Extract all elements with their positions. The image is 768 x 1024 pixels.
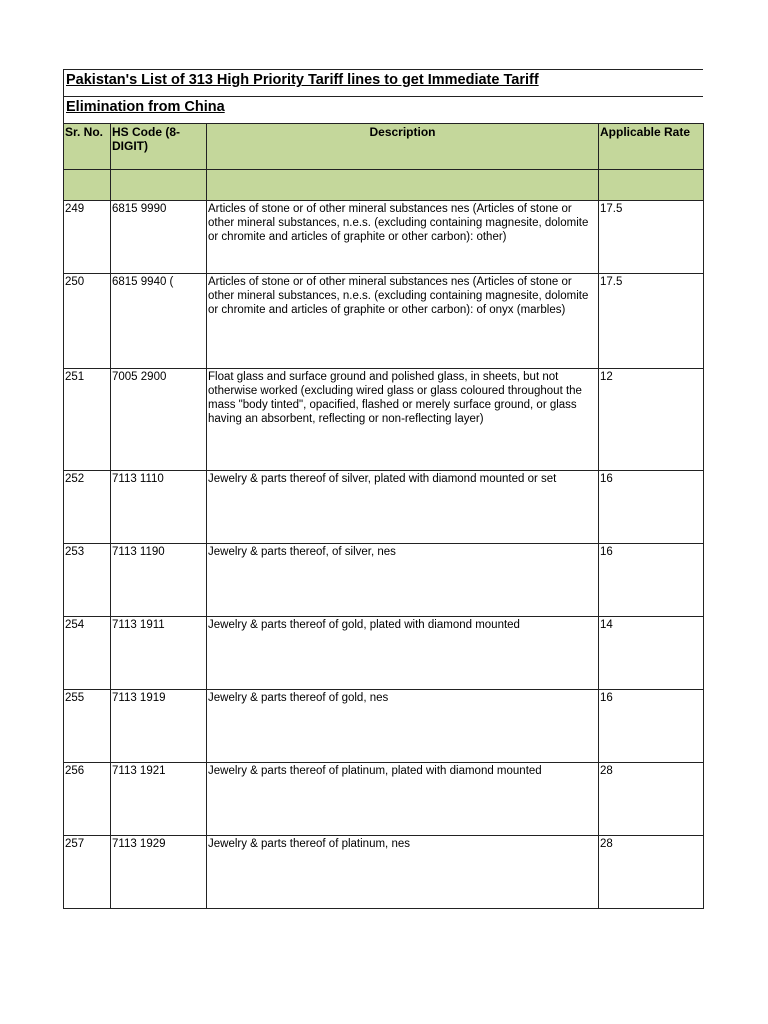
cell-hs-code: 7113 1190: [111, 544, 207, 617]
cell-hs-code: 6815 9940 (: [111, 274, 207, 369]
table-row: [64, 544, 704, 617]
table-row: [64, 690, 704, 763]
cell-hs-code: 6815 9990: [111, 201, 207, 274]
table-row: [64, 836, 704, 909]
cell-description: Articles of stone or of other mineral substances nes (Articles of stone or other mineral substances, n.e.s. (excluding containing magnesite, dolomite or chromite and articles of graphite or other carbon): of onyx (marbles): [207, 274, 599, 369]
cell-hs-code: 7113 1911: [111, 617, 207, 690]
cell-description: Articles of stone or of other mineral substances nes (Articles of stone or other mineral substances, n.e.s. (excluding containing magnesite, dolomite or chromite and articles of graphite or other carbon): other): [207, 201, 599, 274]
cell-sr-no: 250: [64, 274, 111, 369]
cell-description: Jewelry & parts thereof, of silver, nes: [207, 544, 599, 617]
cell-description: Jewelry & parts thereof of silver, plated with diamond mounted or set: [207, 471, 599, 544]
table-row: [64, 274, 704, 369]
cell-hs-code: 7113 1921: [111, 763, 207, 836]
spacer-cell: [64, 170, 111, 201]
tariff-table: [63, 123, 704, 909]
spacer-cell: [111, 170, 207, 201]
cell-rate: 16: [599, 471, 704, 544]
cell-rate: 12: [599, 369, 704, 471]
header-hs-code: HS Code (8-DIGIT): [111, 124, 207, 170]
cell-sr-no: 256: [64, 763, 111, 836]
table-row: [64, 617, 704, 690]
cell-sr-no: 249: [64, 201, 111, 274]
cell-rate: 17.5: [599, 274, 704, 369]
tariff-sheet: [63, 69, 703, 909]
cell-rate: 16: [599, 690, 704, 763]
cell-sr-no: 252: [64, 471, 111, 544]
cell-sr-no: 251: [64, 369, 111, 471]
cell-description: Jewelry & parts thereof of gold, nes: [207, 690, 599, 763]
table-row: [64, 369, 704, 471]
title-text-1: Pakistan's List of 313 High Priority Tariff lines to get Immediate Tariff: [66, 72, 539, 88]
cell-description: Jewelry & parts thereof of platinum, nes: [207, 836, 599, 909]
header-applicable-rate: Applicable Rate: [599, 124, 704, 170]
cell-hs-code: 7113 1110: [111, 471, 207, 544]
cell-rate: 17.5: [599, 201, 704, 274]
header-sr-no: Sr. No.: [64, 124, 111, 170]
cell-hs-code: 7005 2900: [111, 369, 207, 471]
cell-sr-no: 253: [64, 544, 111, 617]
cell-rate: 28: [599, 763, 704, 836]
table-row: [64, 763, 704, 836]
header-description: Description: [207, 124, 599, 170]
title-text-2: Elimination from China: [66, 99, 225, 115]
cell-sr-no: 255: [64, 690, 111, 763]
cell-sr-no: 257: [64, 836, 111, 909]
cell-rate: 16: [599, 544, 704, 617]
cell-description: Jewelry & parts thereof of gold, plated with diamond mounted: [207, 617, 599, 690]
cell-hs-code: 7113 1929: [111, 836, 207, 909]
table-row: [64, 471, 704, 544]
table-header-row: [64, 124, 704, 170]
cell-description: Jewelry & parts thereof of platinum, plated with diamond mounted: [207, 763, 599, 836]
header-spacer-row: [64, 170, 704, 201]
spacer-cell: [599, 170, 704, 201]
title-line-2: [63, 96, 703, 123]
title-line-1: [63, 69, 703, 96]
table-row: [64, 201, 704, 274]
cell-rate: 14: [599, 617, 704, 690]
cell-description: Float glass and surface ground and polished glass, in sheets, but not otherwise worked (excluding wired glass or glass coloured throughout the mass "body tinted", opacified, flashed or merely surface ground, or glass having an absorbent, reflecting or non-reflecting layer): [207, 369, 599, 471]
cell-hs-code: 7113 1919: [111, 690, 207, 763]
spacer-cell: [207, 170, 599, 201]
cell-rate: 28: [599, 836, 704, 909]
cell-sr-no: 254: [64, 617, 111, 690]
